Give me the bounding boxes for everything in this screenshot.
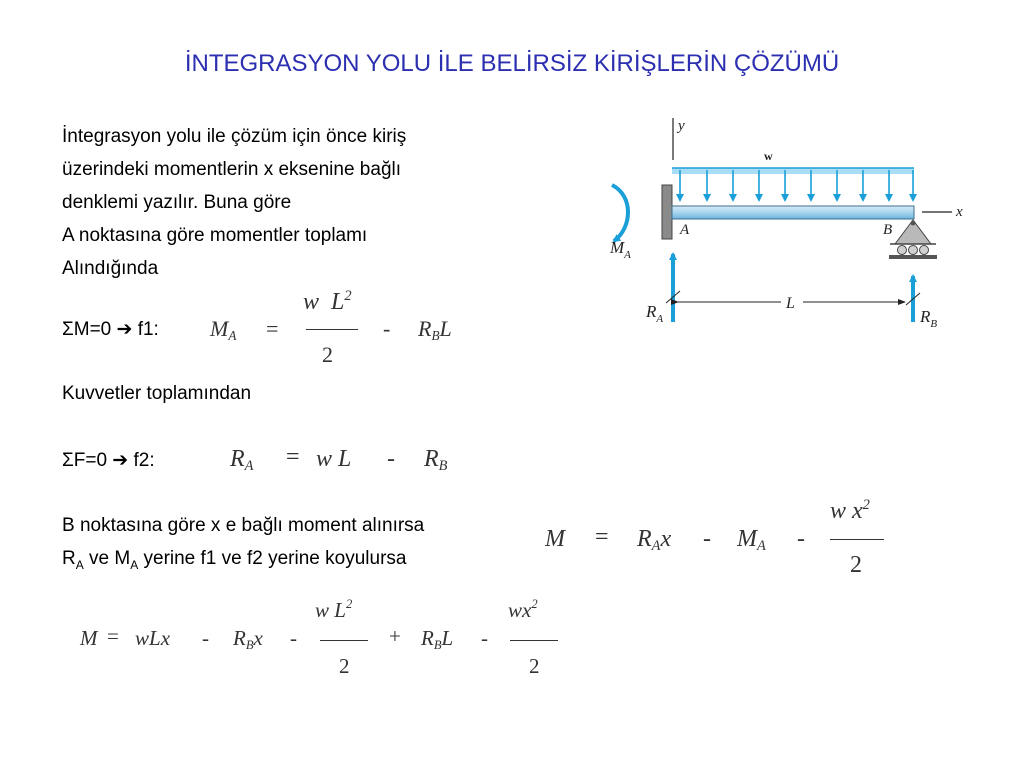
moment-fraction-bar xyxy=(830,539,884,540)
distributed-load xyxy=(672,168,914,174)
final-term-wlx: wLx xyxy=(135,626,171,650)
eq1-lhs: $M_A$ xyxy=(210,316,237,343)
moment-numerator: w $x^2$ xyxy=(830,497,870,524)
intro-line: A noktasına göre momentler toplamı xyxy=(62,225,368,246)
final-frac2-numerator: $wx^2$ xyxy=(508,597,538,622)
eq1-denominator: 2 xyxy=(322,342,333,367)
final-frac1-numerator: w $L^2$ xyxy=(315,597,353,622)
beam xyxy=(672,206,914,219)
x-axis-label: x xyxy=(956,204,963,220)
eq2-minus: - xyxy=(387,446,395,472)
roller-support xyxy=(889,220,937,259)
final-minus-2: - xyxy=(290,626,297,650)
final-minus-3: - xyxy=(481,626,488,650)
fixed-wall xyxy=(662,185,672,239)
intro-line: Alındığında xyxy=(62,258,159,279)
moment-equals: = xyxy=(595,524,609,550)
substitute-text: $R_A$ ve $M_A$ yerine f1 ve f2 yerine koyulursa xyxy=(62,548,407,572)
eq2-lhs: $R_A$ xyxy=(230,446,254,474)
final-term-rbx: $R_Bx$ xyxy=(233,626,263,652)
eq1-equals: = xyxy=(266,316,279,341)
final-lhs: M xyxy=(80,626,98,650)
point-b-label: B xyxy=(883,222,893,238)
forces-text: Kuvvetler toplamından xyxy=(62,383,252,404)
moment-term-ma: $M_A$ xyxy=(737,526,766,554)
eq1-minus: - xyxy=(383,316,391,341)
beam-diagram xyxy=(600,110,980,335)
eq2-label: ΣF=0 ➔ f2: xyxy=(62,450,155,471)
intro-line: üzerindeki momentlerin x eksenine bağlı xyxy=(62,159,402,180)
length-label: L xyxy=(786,295,795,312)
moment-term-rax: $R_Ax$ xyxy=(637,526,672,554)
point-a-label: A xyxy=(680,222,690,238)
moment-text: B noktasına göre x e bağlı moment alınırsa xyxy=(62,515,425,536)
eq2-term-wl: w L xyxy=(316,446,352,472)
reaction-b-label: $R_B$ xyxy=(920,307,938,330)
eq1-label: ΣM=0 ➔ f1: xyxy=(62,319,159,340)
final-term-rbl: $R_BL$ xyxy=(421,626,454,652)
eq1-term: $R_BL$ xyxy=(418,316,452,343)
final-frac2-bar xyxy=(510,640,558,641)
moment-arrow xyxy=(612,185,628,241)
eq2-term-rb: $R_B$ xyxy=(424,446,448,474)
moment-minus-1: - xyxy=(703,526,711,552)
eq1-fraction-bar xyxy=(306,329,358,330)
intro-line: denklemi yazılır. Buna göre xyxy=(62,192,292,213)
moment-lhs: M xyxy=(545,526,565,552)
load-label: w xyxy=(764,149,773,163)
final-equals: = xyxy=(107,624,119,648)
moment-minus-2: - xyxy=(797,526,805,552)
final-frac2-denominator: 2 xyxy=(529,654,540,678)
eq1-numerator: w $L^2$ xyxy=(303,288,352,315)
eq2-equals: = xyxy=(286,444,300,470)
final-plus: + xyxy=(389,624,401,648)
slide-title: İNTEGRASYON YOLU İLE BELİRSİZ KİRİŞLERİN ÇÖZÜMÜ xyxy=(184,50,840,77)
moment-denominator: 2 xyxy=(850,552,862,578)
load-arrows xyxy=(680,170,913,200)
moment-label: $M_A$ xyxy=(610,238,631,261)
final-minus-1: - xyxy=(202,626,209,650)
y-axis-label: y xyxy=(678,118,685,134)
intro-paragraph xyxy=(62,120,406,285)
intro-line: İntegrasyon yolu ile çözüm için önce kiriş xyxy=(62,126,407,147)
final-frac1-denominator: 2 xyxy=(339,654,350,678)
reaction-a-label: $R_A$ xyxy=(646,302,664,325)
final-frac1-bar xyxy=(320,640,368,641)
